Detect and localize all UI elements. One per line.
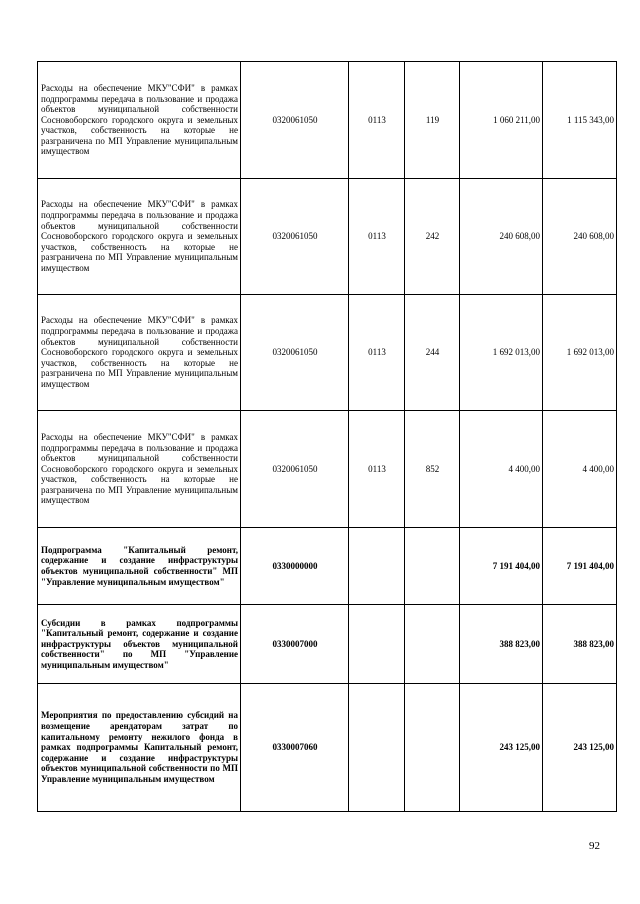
amount-1-cell: 240 608,00 [460,179,543,295]
amount-2-cell: 7 191 404,00 [543,528,617,605]
target-code-cell: 0330000000 [241,528,349,605]
amount-2-cell: 243 125,00 [543,684,617,812]
amount-2-cell: 1 692 013,00 [543,295,617,411]
table-row [38,179,617,295]
target-code-cell: 0330007000 [241,605,349,684]
target-code-cell: 0320061050 [241,62,349,179]
expense-type-cell [405,605,460,684]
target-code-cell: 0330007060 [241,684,349,812]
row-description: Мероприятия по предоставлению субсидий на возмещение арендаторам затрат по капитальному ремонту нежилого фонда в рамках подпрограммы Капитальный ремонт, содержание и создание инфраструктуры объектов муниципальной собственности по МП Управление муниципальным имуществом [38,684,241,812]
section-code-cell [349,684,405,812]
target-code-cell: 0320061050 [241,179,349,295]
section-code-cell [349,528,405,605]
row-description: Расходы на обеспечение МКУ"СФИ" в рамках подпрограммы передача в пользование и продажа объектов муниципальной собственности Сосновоборского городского округа и земельных участков, собственность на которые не разграничена по МП Управление муниципальным имуществом [38,411,241,528]
amount-1-cell: 243 125,00 [460,684,543,812]
amount-1-cell: 388 823,00 [460,605,543,684]
expense-type-cell [405,684,460,812]
page-number: 92 [589,840,600,852]
amount-1-cell: 1 692 013,00 [460,295,543,411]
section-code-cell: 0113 [349,62,405,179]
row-description: Подпрограмма "Капитальный ремонт, содержание и создание инфраструктуры объектов муниципальной собственности" МП "Управление муниципальным имуществом" [38,528,241,605]
amount-2-cell: 4 400,00 [543,411,617,528]
amount-2-cell: 388 823,00 [543,605,617,684]
expense-type-cell: 852 [405,411,460,528]
section-code-cell: 0113 [349,179,405,295]
expense-type-cell [405,528,460,605]
table-row [38,528,617,605]
table-row [38,62,617,179]
row-description: Расходы на обеспечение МКУ"СФИ" в рамках подпрограммы передача в пользование и продажа объектов муниципальной собственности Сосновоборского городского округа и земельных участков, собственность на которые не разграничена по МП Управление муниципальным имуществом [38,179,241,295]
row-description: Расходы на обеспечение МКУ"СФИ" в рамках подпрограммы передача в пользование и продажа объектов муниципальной собственности Сосновоборского городского округа и земельных участков, собственность на которые не разграничена по МП Управление муниципальным имуществом [38,62,241,179]
expense-type-cell: 242 [405,179,460,295]
amount-1-cell: 1 060 211,00 [460,62,543,179]
row-description: Расходы на обеспечение МКУ"СФИ" в рамках подпрограммы передача в пользование и продажа объектов муниципальной собственности Сосновоборского городского округа и земельных участков, собственность на которые не разграничена по МП Управление муниципальным имуществом [38,295,241,411]
table-row [38,605,617,684]
section-code-cell: 0113 [349,295,405,411]
table-row [38,684,617,812]
expense-type-cell: 119 [405,62,460,179]
section-code-cell [349,605,405,684]
section-code-cell: 0113 [349,411,405,528]
amount-1-cell: 4 400,00 [460,411,543,528]
expense-type-cell: 244 [405,295,460,411]
amount-2-cell: 240 608,00 [543,179,617,295]
row-description: Субсидии в рамках подпрограммы "Капитальный ремонт, содержание и создание инфраструктуры объектов муниципальной собственности" по МП "Управление муниципальным имуществом" [38,605,241,684]
amount-1-cell: 7 191 404,00 [460,528,543,605]
target-code-cell: 0320061050 [241,411,349,528]
target-code-cell: 0320061050 [241,295,349,411]
amount-2-cell: 1 115 343,00 [543,62,617,179]
table-row [38,295,617,411]
budget-table [37,61,617,812]
table-row [38,411,617,528]
